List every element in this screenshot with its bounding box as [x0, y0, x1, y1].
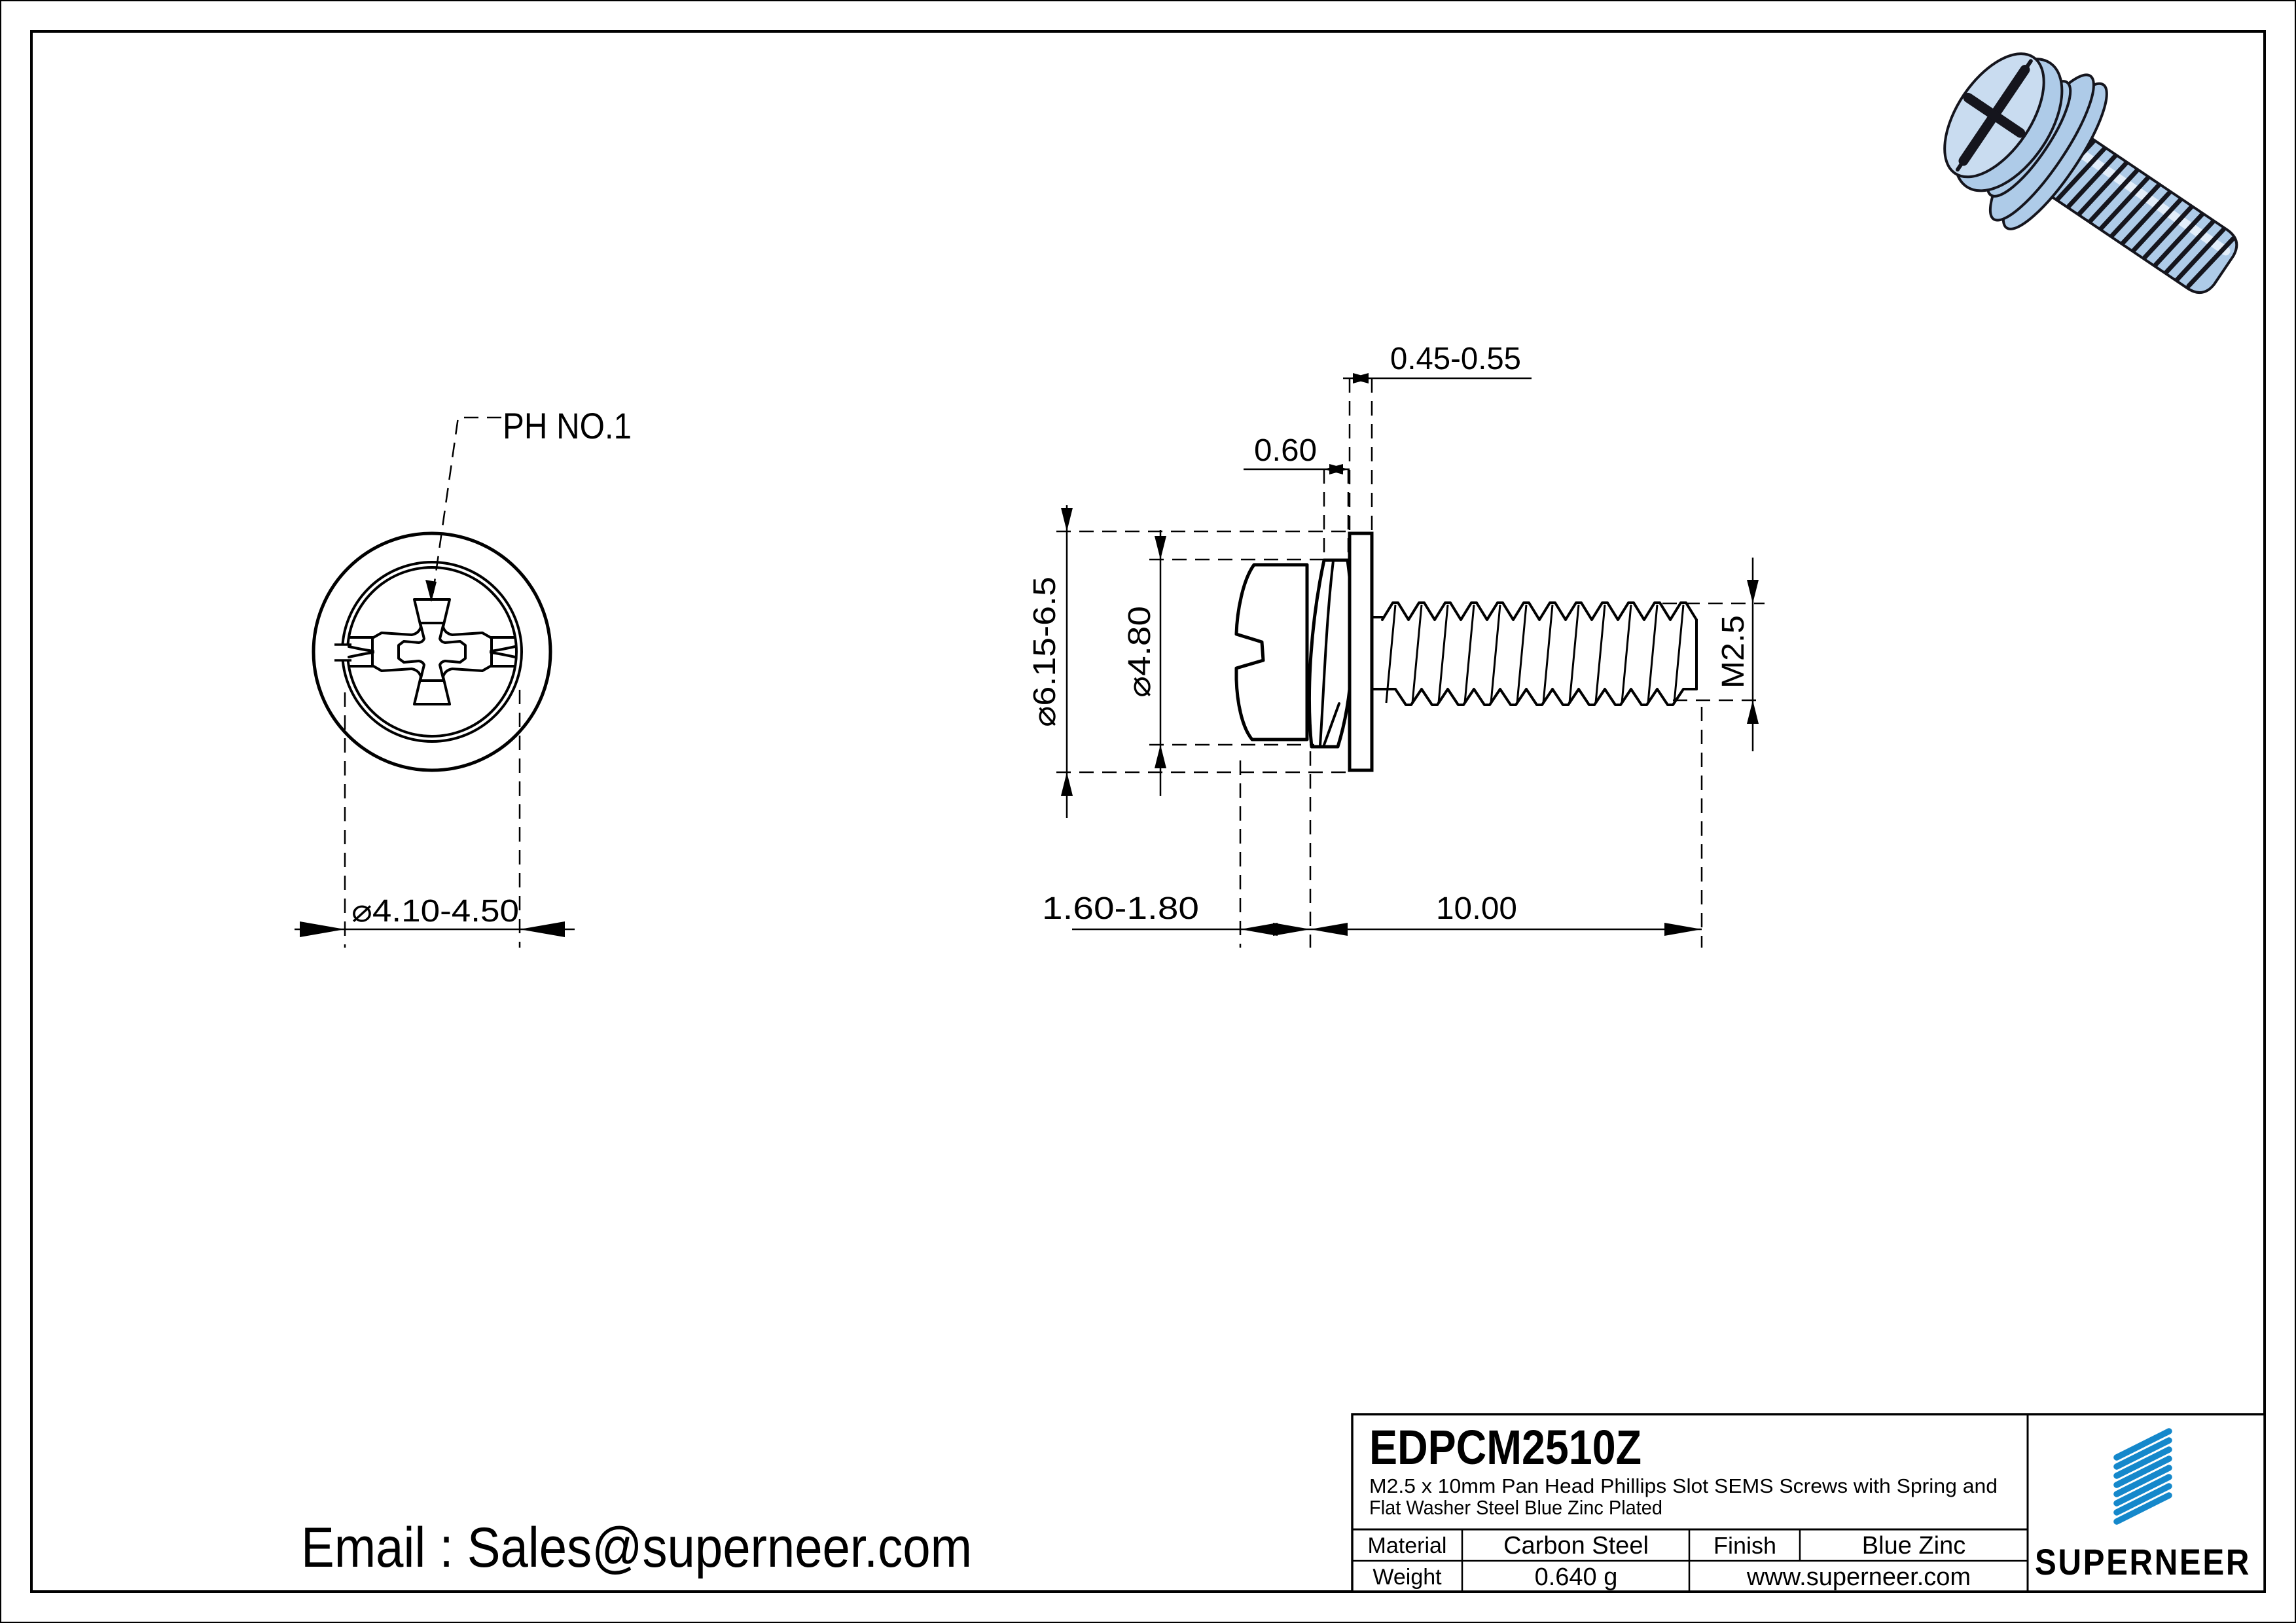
brand-name: SUPERNEER — [2035, 1541, 2251, 1582]
label-spring-washer-thickness: 0.60 — [1254, 433, 1317, 468]
finish-label: Finish — [1713, 1532, 1777, 1559]
label-flat-washer-dia: ⌀6.15-6.5 — [1028, 592, 1062, 727]
part-description-line1: M2.5 x 10mm Pan Head Phillips Slot SEMS Screws with Spring and — [1369, 1474, 1998, 1497]
contact-email: Email : Sales@superneer.com — [301, 1516, 972, 1579]
part-description-line2: Flat Washer Steel Blue Zinc Plated — [1369, 1496, 1662, 1519]
label-drive-type: PH NO.1 — [503, 405, 632, 446]
website-link[interactable]: www.superneer.com — [1746, 1563, 1971, 1591]
weight-value: 0.640 g — [1534, 1563, 1618, 1591]
part-number: EDPCM2510Z — [1369, 1420, 1641, 1474]
label-flat-washer-thickness: 0.45-0.55 — [1390, 342, 1521, 376]
label-head-dia-front: ⌀4.10-4.50 — [351, 894, 519, 929]
label-spring-washer-dia: ⌀4.80 — [1122, 617, 1157, 698]
material-value: Carbon Steel — [1503, 1532, 1649, 1560]
finish-value: Blue Zinc — [1861, 1532, 1966, 1560]
weight-label: Weight — [1372, 1565, 1442, 1590]
flat-washer-profile — [1350, 533, 1372, 770]
label-thread-length: 10.00 — [1436, 891, 1517, 926]
label-head-height: 1.60-1.80 — [1042, 891, 1199, 926]
material-label: Material — [1367, 1533, 1447, 1558]
title-block — [1352, 1414, 2265, 1592]
label-thread-size: M2.5 — [1716, 618, 1751, 688]
